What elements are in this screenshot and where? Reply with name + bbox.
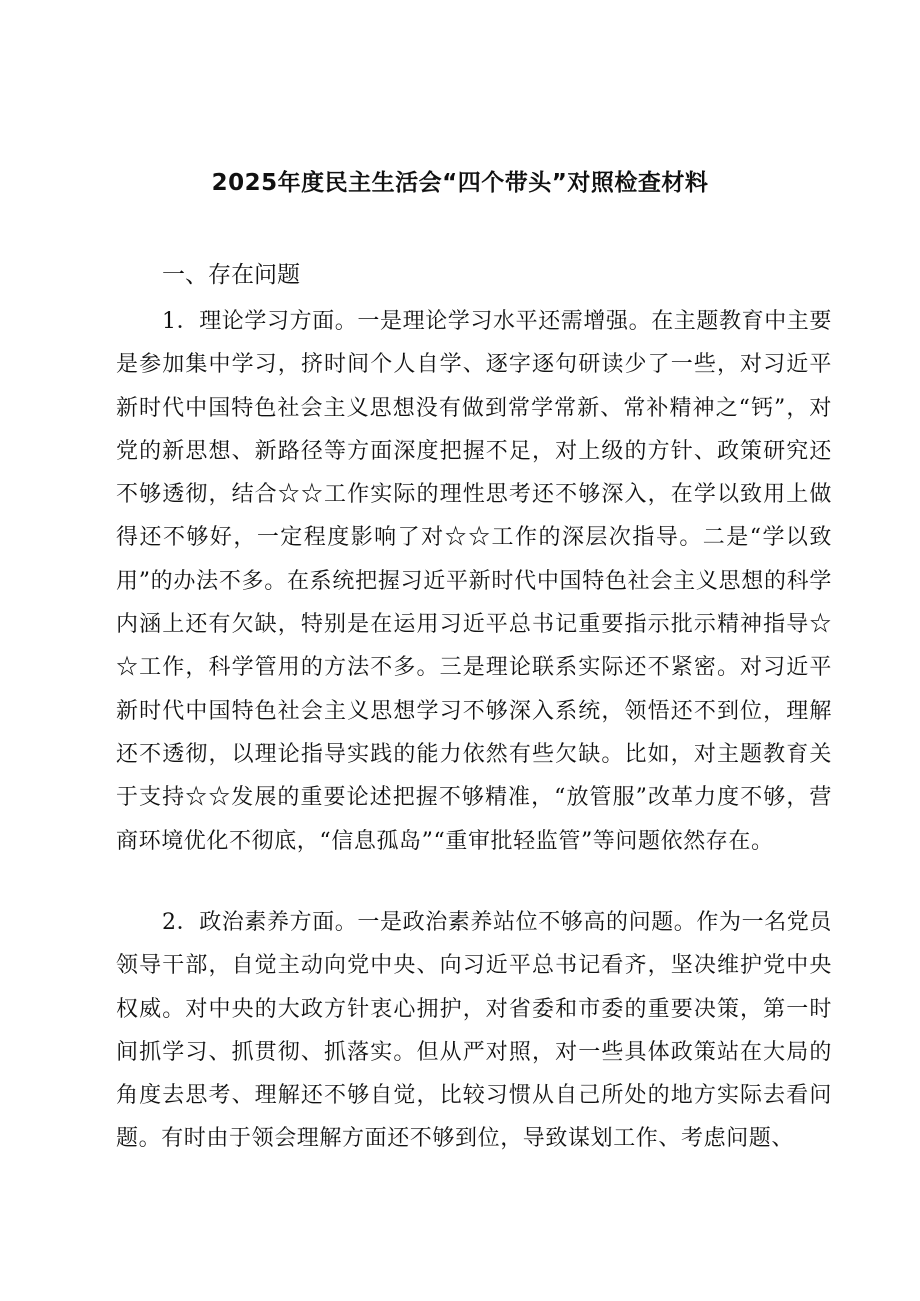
section-heading: 一、存在问题	[162, 262, 300, 288]
paragraph-theory-study: 1．理论学习方面。一是理论学习水平还需增强。在主题教育中主要是参加集中学习，挤时间个人自学、逐字逐句研读少了一些，对习近平新时代中国特色社会主义思想没有做到常学常新、常补精神之“钙”，对党的新思想、新路径等方面深度把握不足，对上级的方针、政策研究还不够透彻，结合☆☆工作实际的理性思考还不够深入，在学以致用上做得还不够好，一定程度影响了对☆☆工作的深层次指导。二是“学以致用”的办法不多。在系统把握习近平新时代中国特色社会主义思想的科学内涵上还有欠缺，特别是在运用习近平总书记重要指示批示精神指导☆☆工作，科学管用的方法不多。三是理论联系实际还不紧密。对习近平新时代中国特色社会主义思想学习不够深入系统，领悟还不到位，理解还不透彻，以理论指导实践的能力依然有些欠缺。比如，对主题教育关于支持☆☆发展的重要论述把握不够精准，“放管服”改革力度不够，营商环境优化不彻底，“信息孤岛”“重审批轻监管”等问题依然存在。	[116, 309, 832, 854]
document-title: 2025年度民主生活会“四个带头”对照检查材料	[211, 170, 709, 196]
paragraph-political-literacy: 2．政治素养方面。一是政治素养站位不够高的问题。作为一名党员领导干部，自觉主动向党中央、向习近平总书记看齐，坚决维护党中央权威。对中央的大政方针衷心拥护，对省委和市委的重要决策，第一时间抓学习、抓贯彻、抓落实。但从严对照，对一些具体政策站在大局的角度去思考、理解还不够自觉，比较习惯从自己所处的地方实际去看问题。有时由于领会理解方面还不够到位，导致谋划工作、考虑问题、	[116, 910, 832, 1152]
